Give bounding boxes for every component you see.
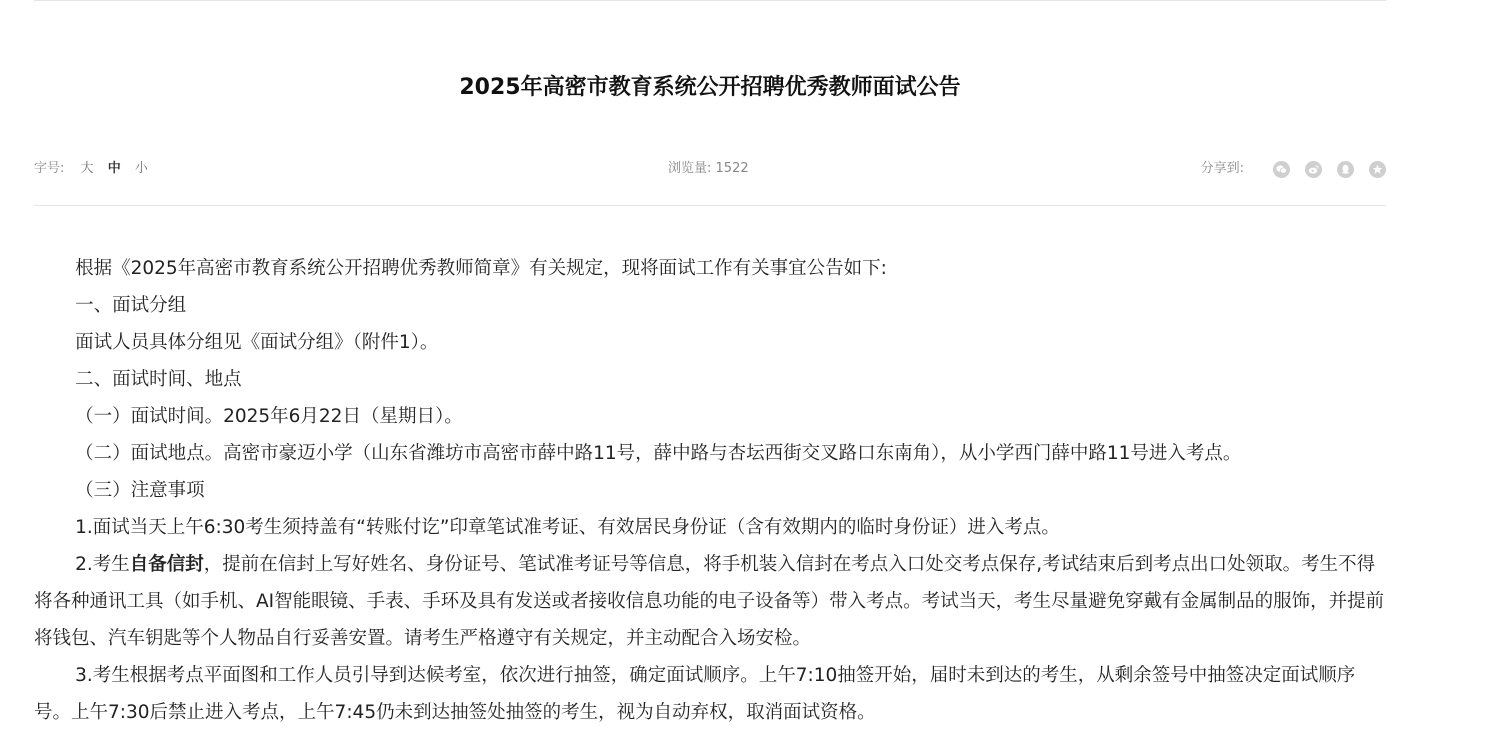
grouping-paragraph: 面试人员具体分组见《面试分组》（附件1）。 bbox=[75, 332, 439, 353]
qzone-icon[interactable] bbox=[1369, 161, 1386, 178]
weibo-icon[interactable] bbox=[1305, 161, 1322, 178]
qq-icon[interactable] bbox=[1337, 161, 1354, 178]
section-heading-time-location: 二、面试时间、地点 bbox=[75, 369, 242, 390]
note-item-2-emphasis: 自备信封 bbox=[129, 554, 204, 575]
article-body bbox=[34, 250, 1386, 731]
meta-divider bbox=[34, 205, 1386, 206]
interview-location-paragraph: （二）面试地点。高密市豪迈小学（山东省潍坊市高密市薛中路11号，薛中路与杏坛西街交叉路口东南角），从小学西门薛中路11号进入考点。 bbox=[75, 443, 1242, 464]
top-divider bbox=[34, 0, 1386, 1]
font-size-label: 字号: bbox=[34, 161, 65, 176]
share-label: 分享到: bbox=[1200, 161, 1244, 176]
intro-paragraph: 根据《2025年高密市教育系统公开招聘优秀教师简章》有关规定，现将面试工作有关事宜公告如下: bbox=[75, 258, 887, 279]
note-item-3: 3.考生根据考点平面图和工作人员引导到达候考室，依次进行抽签，确定面试顺序。上午7:10抽签开始，届时未到达的考生，从剩余签号中抽签决定面试顺序号。上午7:30后禁止进入考点，上午7:45仍未到达抽签处抽签的考生，视为自动弃权，取消面试资格。 bbox=[34, 665, 1356, 723]
views-count: 1522 bbox=[715, 161, 749, 176]
font-size-small-button[interactable]: 小 bbox=[134, 161, 148, 176]
notes-heading: （三）注意事项 bbox=[75, 480, 205, 501]
note-item-2-lead: 2.考生 bbox=[75, 554, 130, 575]
font-size-medium-button[interactable]: 中 bbox=[107, 161, 121, 176]
share-bar bbox=[1201, 156, 1386, 182]
interview-time-paragraph: （一）面试时间。2025年6月22日（星期日）。 bbox=[75, 406, 463, 427]
views-label: 浏览量: bbox=[668, 161, 712, 176]
article-title: 2025年高密市教育系统公开招聘优秀教师面试公告 bbox=[459, 75, 961, 100]
font-size-large-button[interactable]: 大 bbox=[80, 161, 94, 176]
article-meta-bar bbox=[34, 156, 1386, 182]
font-size-control bbox=[34, 156, 158, 182]
view-count bbox=[668, 156, 749, 182]
note-item-2-rest: ，提前在信封上写好姓名、身份证号、笔试准考证号等信息，将手机装入信封在考点入口处交考点保存,考试结束后到考点出口处领取。考生不得将各种通讯工具（如手机、AI智能眼镜、手表、手环及具有发送或者接收信息功能的电子设备等）带入考点。考试当天，考生尽量避免穿戴有金属制品的服饰，并提前将钱包、汽车钥匙等个人物品自行妥善安置。请考生严格遵守有关规定，并主动配合入场安检。 bbox=[34, 554, 1385, 649]
note-item-1: 1.面试当天上午6:30考生须持盖有“转账付讫”印章笔试准考证、有效居民身份证（含有效期内的临时身份证）进入考点。 bbox=[75, 517, 1060, 538]
wechat-icon[interactable] bbox=[1273, 161, 1290, 178]
note-item-2 bbox=[34, 546, 1386, 657]
section-heading-grouping: 一、面试分组 bbox=[75, 295, 187, 316]
